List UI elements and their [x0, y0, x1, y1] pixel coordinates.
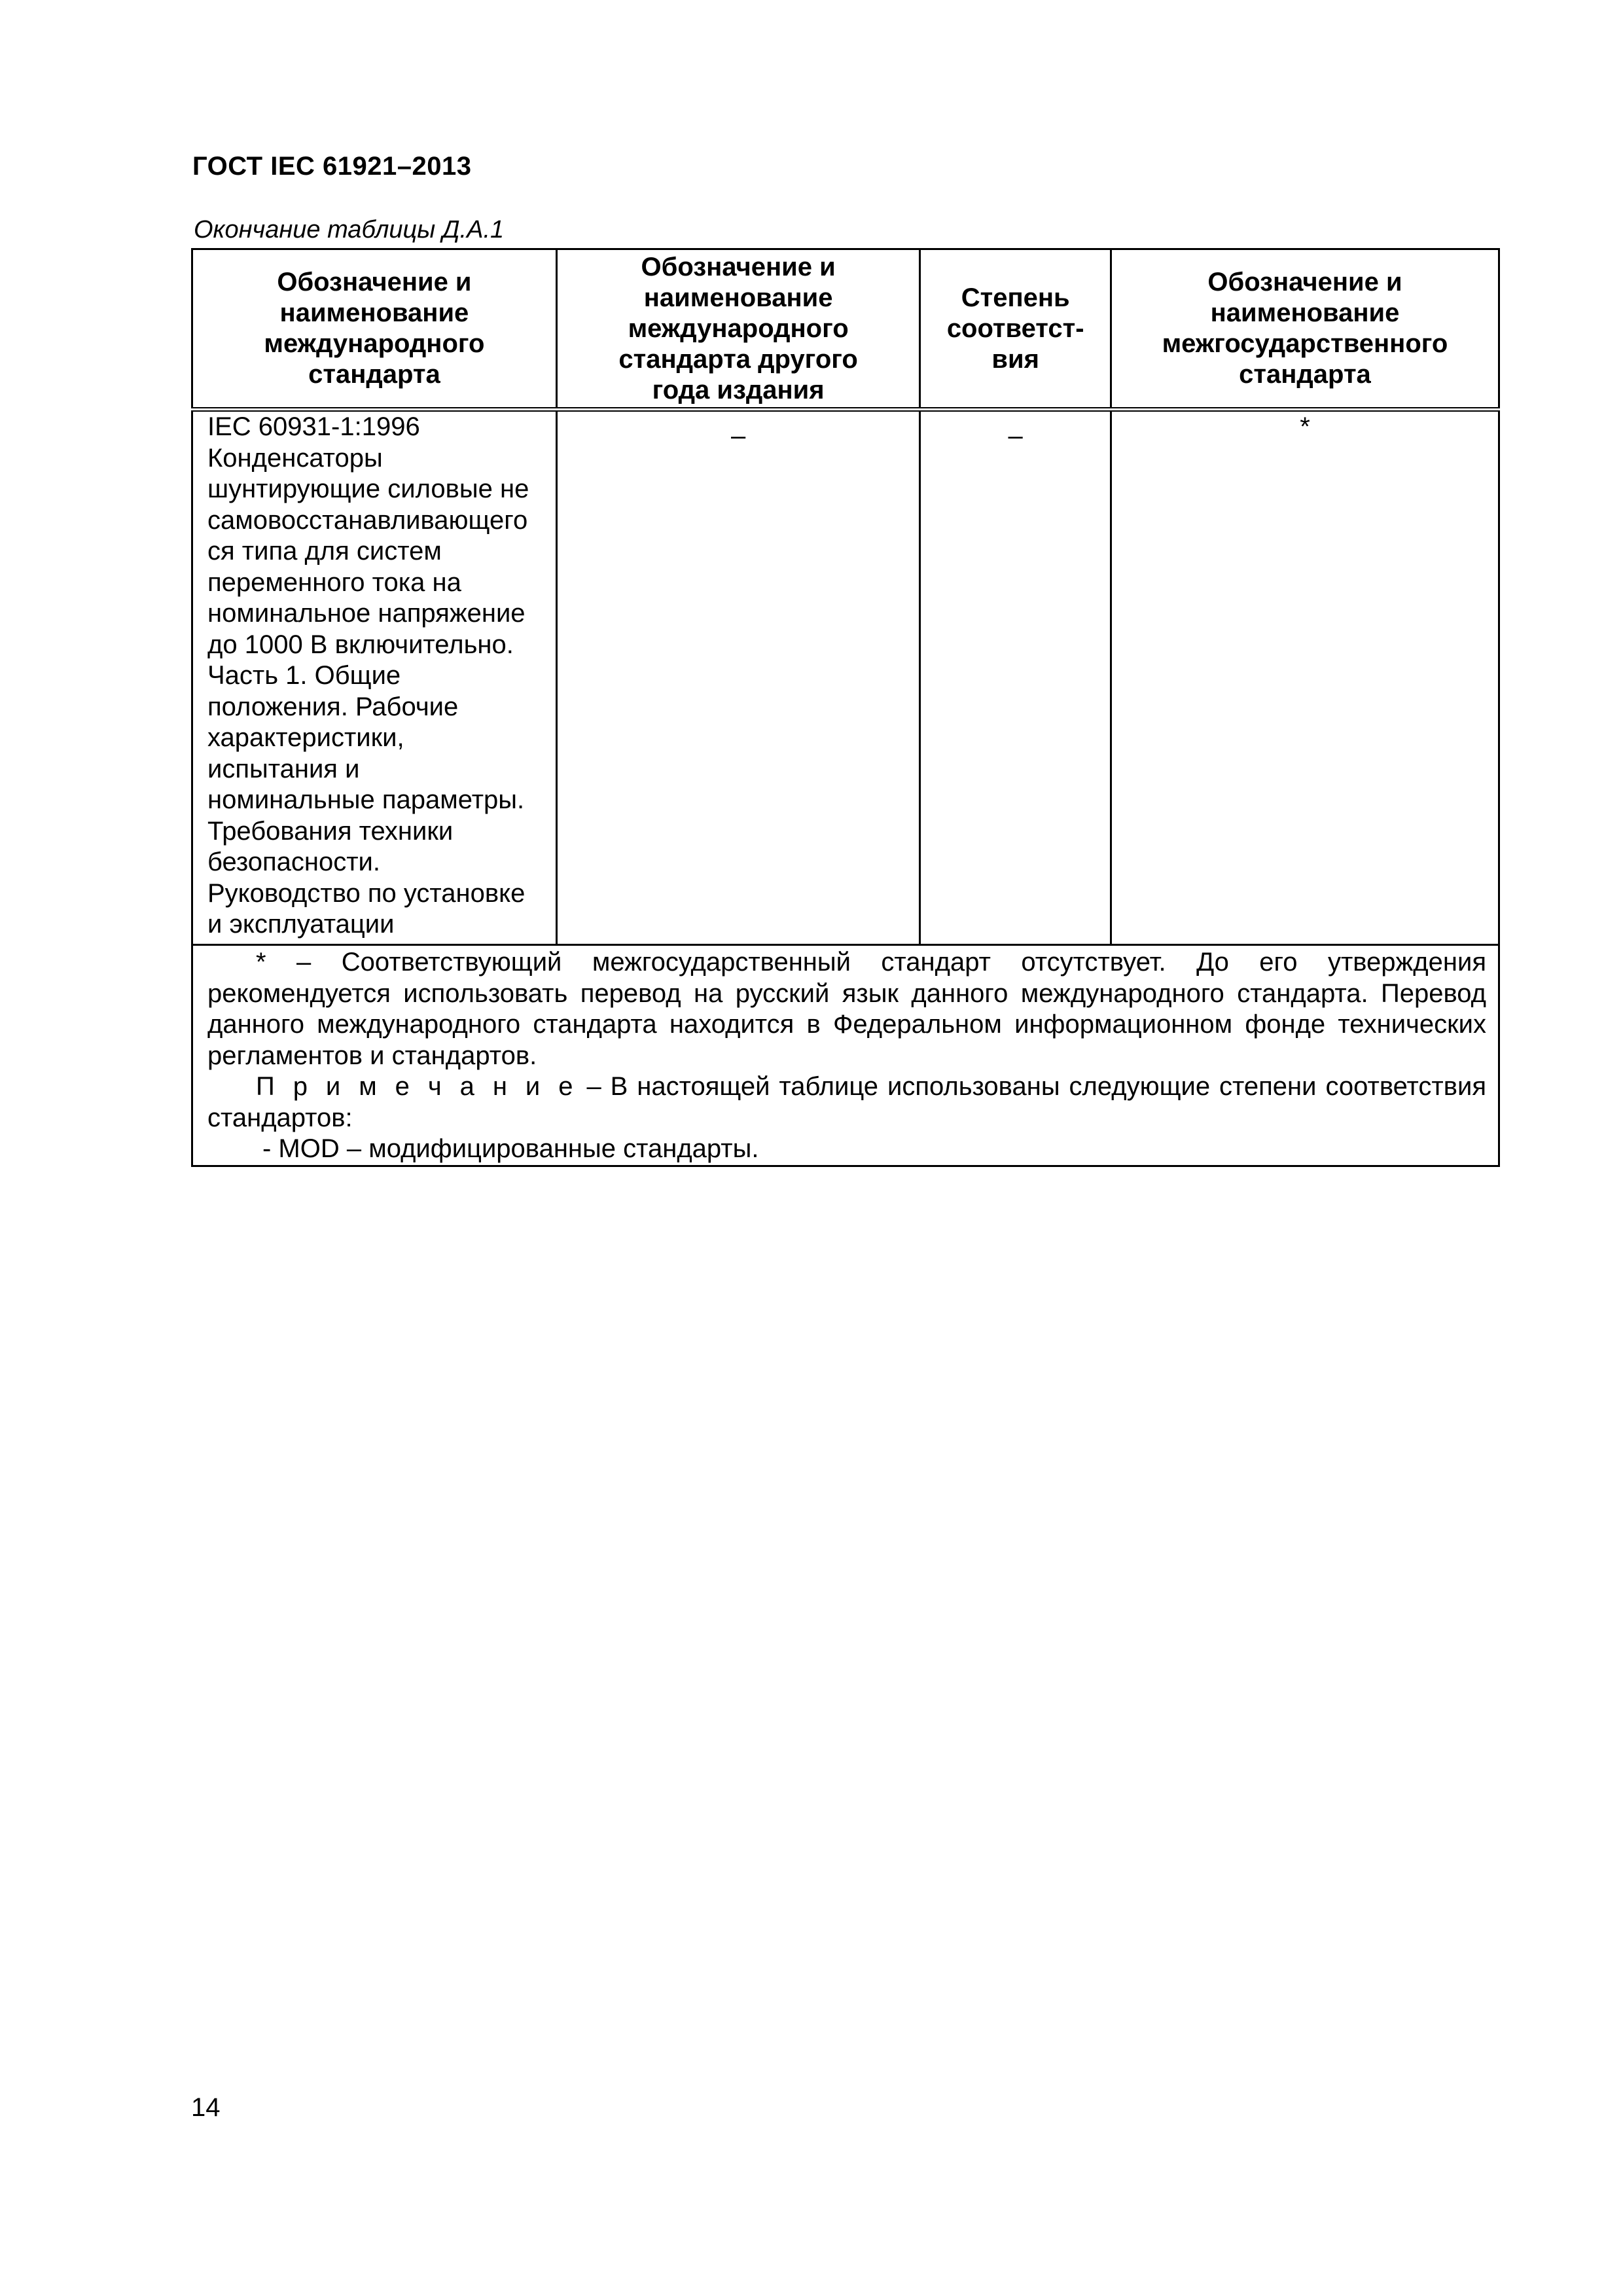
header-international-standard: Обозначение и наименование международного стандарта: [192, 249, 557, 410]
table-caption: Окончание таблицы Д.А.1: [194, 216, 505, 243]
cell-interstate-standard: *: [1111, 410, 1499, 945]
note-paragraph: [207, 1071, 1486, 1134]
cell-degree-of-correspondence: –: [920, 410, 1111, 945]
note-label: П р и м е ч а н и е: [256, 1072, 578, 1101]
header-degree-of-correspondence: Степень соответст- вия: [920, 249, 1111, 410]
table-note: [192, 945, 1499, 1166]
table-note-row: [192, 945, 1499, 1166]
table-header-row: [192, 249, 1499, 410]
header-interstate-standard: Обозначение и наименование межгосударственного стандарта: [1111, 249, 1499, 410]
note-mod-line: - MOD – модифицированные стандарты.: [262, 1134, 759, 1163]
footnote-star: * – Соответствующий межгосударственный стандарт отсутствует. До его утверждения рекомендуется использовать перевод на русский язык данного международного стандарта. Перевод данного международного стандарта находится в Федеральном информационном фонде технических регламентов и стандартов.: [207, 948, 1486, 1070]
header-other-year-standard: Обозначение и наименование международного стандарта другого года издания: [556, 249, 920, 410]
cell-other-year-standard: –: [556, 410, 920, 945]
table-row: [192, 410, 1499, 945]
cell-international-standard: IEC 60931-1:1996 Конденсаторы шунтирующие силовые не самовосстанавливающего ся типа для систем переменного тока на номинальное напряжение до 1000 В включительно. Часть 1. Общие положения. Рабочие характеристики, испытания и номинальные параметры. Требования техники безопасности. Руководство по установке и эксплуатации: [192, 410, 557, 945]
standards-table: [191, 248, 1500, 1167]
document-id: ГОСТ IEC 61921–2013: [192, 152, 472, 181]
page-number: 14: [191, 2093, 221, 2122]
note-text: – В настоящей таблице использованы следующие степени соответствия стандартов:: [207, 1072, 1486, 1132]
